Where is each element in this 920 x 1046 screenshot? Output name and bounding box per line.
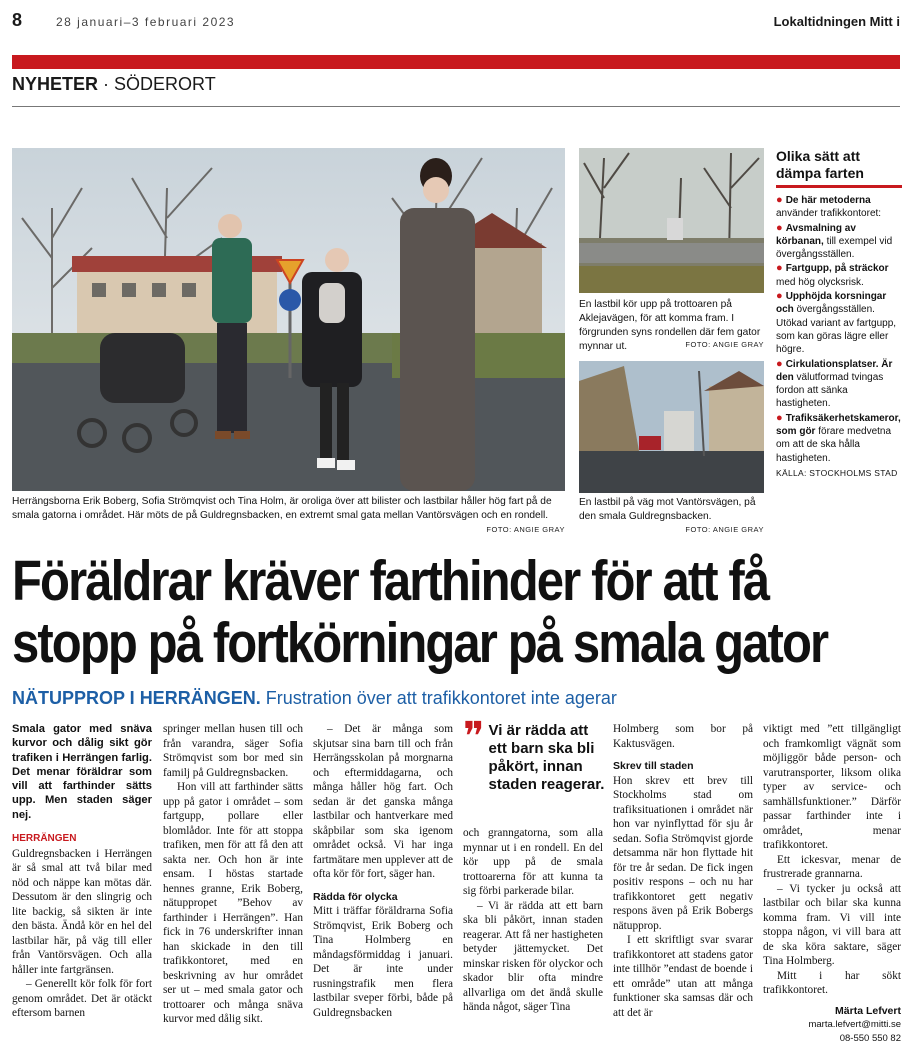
- bottom-right-photo-caption: En lastbil på väg mot Vantörsvägen, på den smala Guldregnsbacken.: [579, 496, 764, 524]
- factbox-item-text: förare medvetna om att de ska hålla hastigheten.: [776, 426, 891, 464]
- top-right-photo-credit: FOTO: ANGIE GRAY: [660, 340, 764, 349]
- factbox-item: [776, 358, 902, 411]
- pull-quote-text: Vi är rädda att ett barn ska bli påkört, innan staden reagerar.: [489, 722, 605, 794]
- article-column-4: [463, 826, 603, 1015]
- byline-email[interactable]: marta.lefvert@mitti.se: [763, 1018, 901, 1032]
- article-lead: Smala gator med snäva kurvor och dålig sikt gör trafiken i Herrängen farlig. Det menar föräldrar som vill att farthinder sätts upp. Men staden säger nej.: [12, 722, 152, 822]
- bottom-right-photo: [579, 361, 764, 493]
- factbox-source: KÄLLA: STOCKHOLMS STAD: [776, 467, 902, 480]
- headline: [12, 550, 777, 674]
- article-paragraph: Hon vill att farthinder sätts upp på gator i området – som fartgupp, pollare eller blomlådor. Inte för att stoppa trafiken, men för att få den att sakta ner. Och hon är inte ensam. I höstas startade hennes granne, Erik Boberg, nätuppropet ”Behov av farthinder i Herrängen”. Han fick in 76 underskrifter innan han skickade in den till trafikkontoret, med en beskrivning av hur området ser ut – med smala gator och trottoarer och många snäva kurvor med dålig sikt.: [163, 780, 303, 1027]
- headline-line-2: stopp på fortkörningar på smala gator: [12, 612, 777, 674]
- bottom-right-photo-credit: FOTO: ANGIE GRAY: [660, 525, 764, 534]
- bullet-icon: ●: [776, 412, 786, 424]
- factbox-item: [776, 412, 902, 465]
- article-paragraph: Guldregnsbacken i Herrängen är så smal att två bilar med nöd och näppe kan mötas där. Dessutom är den slingrig och lite backig, så sikten är inte den bästa. Ändå kör en hel del lastbilar här, på väg till eller från Vantörsvägen. Och alla håller inte fartgränsen.: [12, 847, 152, 978]
- factbox-list: [776, 194, 902, 465]
- section-color-bar: [12, 55, 900, 69]
- factbox-item: [776, 222, 902, 262]
- bullet-icon: ●: [776, 290, 786, 302]
- factbox-item-bold: Upphöjda korsningar och: [776, 291, 886, 315]
- factbox-item-bold: Avsmalning av körbanan,: [776, 223, 856, 247]
- article-paragraph: och granngatorna, som alla mynnar ut i en rondell. En del kör upp på de smala trottoarerna för att kunna ta sig förbi parkerade bilar.: [463, 826, 603, 899]
- top-right-photo-illustration: [579, 148, 764, 293]
- section-main: NYHETER: [12, 74, 98, 94]
- article-crosshead: Rädda för olycka: [313, 890, 453, 905]
- issue-date: 28 januari–3 februari 2023: [56, 15, 235, 29]
- article-paragraph: – Det är många som skjutsar sina barn till och från Herrängsskolan på morgnarna och eftermiddagarna, och många håller hög fart. Och sedan är det ganska många lastbilar och hantverkare med skåpbilar som ska igenom området också. Vi har inga fartmätare men upplever att de ofta kör för fort, säger han.: [313, 722, 453, 882]
- paper-name: Lokaltidningen Mitt i: [774, 14, 900, 29]
- factbox-title: Olika sätt att dämpa farten: [776, 148, 902, 188]
- factbox-item-bold: Cirkulationsplatser. Är den: [776, 359, 892, 383]
- factbox-item-text: övergångsställen. Utökad variant av fartgupp, som kan göras lägre eller högre.: [776, 304, 896, 355]
- bullet-icon: ●: [776, 194, 786, 206]
- factbox-item-bold: Fartgupp, på sträckor: [786, 263, 889, 274]
- article-paragraph: Mitt i träffar föräldrarna Sofia Strömqvist, Erik Boberg och Tina Holmberg en måndagsförmiddag i januari. Det är inte under rusningstrafik men flera lastbilar sveper förbi, både på Guldregnsbacken: [313, 904, 453, 1020]
- top-right-photo-caption: En lastbil kör upp på trottoaren på Aklejavägen, för att komma fram. I förgrunden syns rondellen där fem gator mynnar ut.: [579, 298, 764, 354]
- page-number: 8: [12, 10, 22, 31]
- article-paragraph: – Generellt kör folk för fort genom området. Det är otäckt eftersom barnen: [12, 977, 152, 1021]
- factbox-item: [776, 194, 902, 221]
- article-placeline: HERRÄNGEN: [12, 832, 152, 847]
- factbox-item-text: använder trafikkontoret:: [776, 208, 881, 219]
- pull-quote: [463, 722, 605, 794]
- section-separator: ·: [98, 74, 114, 94]
- article-paragraph: Hon skrev ett brev till Stockholms stad om trafiksituationen i området när hon var nyinflyttad för sju år sedan. Sofia Strömqvist gjorde detsamma när hon flyttade hit för tre år sedan. De fick ingen positiv respons – och nu har trafikkontoret gett negativ respons även på Erik Bobergs nätupprop.: [613, 774, 753, 934]
- article-crosshead: Skrev till staden: [613, 759, 753, 774]
- section-label: [12, 74, 216, 95]
- top-right-photo: [579, 148, 764, 293]
- article-column-6: [763, 722, 901, 1046]
- bottom-right-photo-illustration: [579, 361, 764, 493]
- byline-phone: 08-550 550 82: [763, 1032, 901, 1046]
- article-paragraph: springer mellan husen till och från varandra, säger Sofia Strömqvist som bor med sin familj på Guldregnsbacken.: [163, 722, 303, 780]
- bullet-icon: ●: [776, 222, 786, 234]
- article-column-1: [12, 722, 152, 1021]
- header-rule: [12, 106, 900, 107]
- byline-name: Märta Lefvert: [763, 1004, 901, 1019]
- quote-mark-icon: ❞: [463, 722, 485, 794]
- article-paragraph: – Vi är rädda att ett barn ska bli påkört, innan staden reagerar. Att få ner hastigheten betyder jättemycket. Det minskar risken för olyckor och skador blir ofta mindre allvarliga om det ändå skulle hända något, säger Tina: [463, 899, 603, 1015]
- main-photo: [12, 148, 565, 491]
- section-sub: SÖDERORT: [114, 74, 216, 94]
- headline-line-1: Föräldrar kräver farthinder för att få: [12, 550, 777, 612]
- factbox-item-text: med hög olycksrisk.: [776, 277, 864, 288]
- article-column-2: [163, 722, 303, 1027]
- bullet-icon: ●: [776, 262, 786, 274]
- byline: [763, 1004, 901, 1046]
- article-paragraph: Ett ickesvar, menar de frustrerade grannarna.: [763, 853, 901, 882]
- factbox-item: [776, 262, 902, 289]
- article-column-3: [313, 722, 453, 1020]
- factbox: [776, 148, 902, 480]
- factbox-item-bold: De här metoderna: [786, 195, 871, 206]
- main-photo-credit: FOTO: ANGIE GRAY: [380, 525, 565, 534]
- article-paragraph: Holmberg som bor på Kaktusvägen.: [613, 722, 753, 751]
- factbox-item-text: till exempel vid övergångsställen.: [776, 236, 892, 260]
- article-paragraph: Mitt i har sökt trafikkontoret.: [763, 969, 901, 998]
- article-paragraph: I ett skriftligt svar svarar trafikkontoret att stadens gator inte tillhör ”endast de boende i ett område” utan att många funktioner ska samsas där och att det är: [613, 933, 753, 1020]
- factbox-item-bold: Trafiksäkerhetskameror, som gör: [776, 413, 901, 437]
- main-photo-illustration: [12, 148, 565, 491]
- deck-text: Frustration över att trafikkontoret inte agerar: [261, 688, 617, 708]
- article-paragraph: viktigt med ”ett tillgängligt och framkomligt vägnät som möjliggör både person- och varutransporter, liksom olika typer av service- och samhällsfunktioner.” Därför passar farthinder inte i området, menar trafikkontoret.: [763, 722, 901, 853]
- factbox-item-text: välutformad tvingas fordon att sänka hastigheten.: [776, 372, 883, 410]
- deck-kicker: NÄTUPPROP I HERRÄNGEN.: [12, 688, 261, 708]
- main-photo-caption: Herrängsborna Erik Boberg, Sofia Strömqvist och Tina Holm, är oroliga över att bilister och lastbilar håller hög fart på de smala gatorna i området. Här möts de på Guldregnsbacken, en extremt smal gata mellan Vantörsvägen och en rondell.: [12, 495, 565, 523]
- factbox-item: [776, 290, 902, 356]
- article-paragraph: – Vi tycker ju också att lastbilar och bilar ska kunna komma fram. Vi vill inte stoppa någon, vi vill bara att de ska köra saktare, säger Tina Holmberg.: [763, 882, 901, 969]
- bullet-icon: ●: [776, 358, 786, 370]
- article-column-5: [613, 722, 753, 1020]
- deck: [12, 688, 617, 709]
